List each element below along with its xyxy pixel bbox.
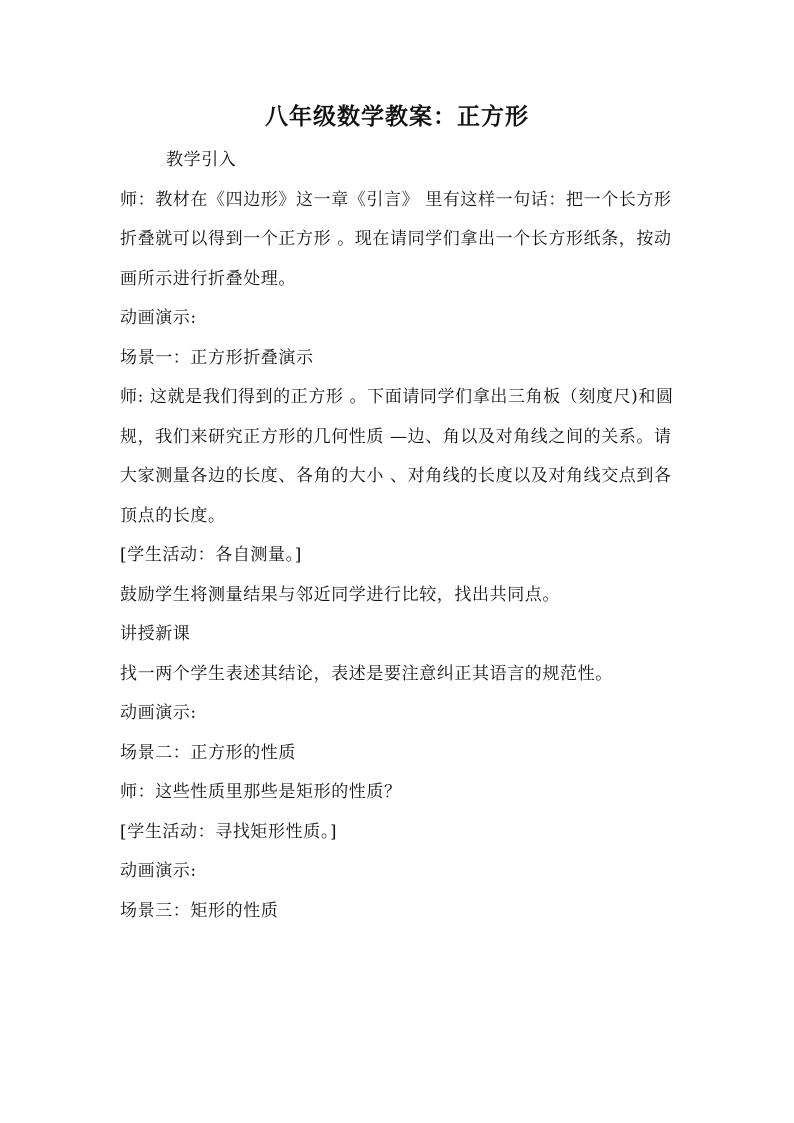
paragraph-student-activity-2: [学生活动：寻找矩形性质。] <box>120 821 338 842</box>
paragraph-student-activity-1: [学生活动：各自测量。] <box>120 545 302 565</box>
paragraph-student-statement: 找一两个学生表述其结论，表述是要注意纠正其语言的规范性。 <box>120 663 613 684</box>
paragraph-teacher-intro: 师：教材在《四边形》这一章《引言》 里有这样一句话：把一个长方形折叠就可以得到一个正方形 。现在请同学们拿出一个长方形纸条，按动画所示进行折叠处理。 <box>120 189 672 289</box>
paragraph-scene-2: 场景二：正方形的性质 <box>120 742 296 763</box>
document-body <box>120 141 676 931</box>
paragraph-scene-3: 场景三：矩形的性质 <box>120 900 279 921</box>
section-heading-new-lesson: 讲授新课 <box>120 624 191 644</box>
paragraph-animation-label-2: 动画演示: <box>120 703 197 723</box>
section-heading-intro: 教学引入 <box>166 150 237 170</box>
paragraph-animation-label-1: 动画演示: <box>120 308 197 328</box>
paragraph-encourage: 鼓励学生将测量结果与邻近同学进行比较，找出共同点。 <box>120 584 560 605</box>
document-title: 八年级数学教案：正方形 <box>265 103 529 130</box>
paragraph-scene-1: 场景一：正方形折叠演示 <box>120 347 314 368</box>
paragraph-animation-label-3: 动画演示: <box>120 861 197 881</box>
paragraph-teacher-question: 师：这些性质里那些是矩形的性质？ <box>120 782 402 802</box>
paragraph-teacher-measure: 师: 这就是我们得到的正方形 。下面请同学们拿出三角板（刻度尺)和圆规，我们来研究正方形的几何性质 —边、角以及对角线之间的关系。请大家测量各边的长度、各角的大小 、对角线的长度以及对角线交点到各顶点的长度。 <box>120 387 674 526</box>
